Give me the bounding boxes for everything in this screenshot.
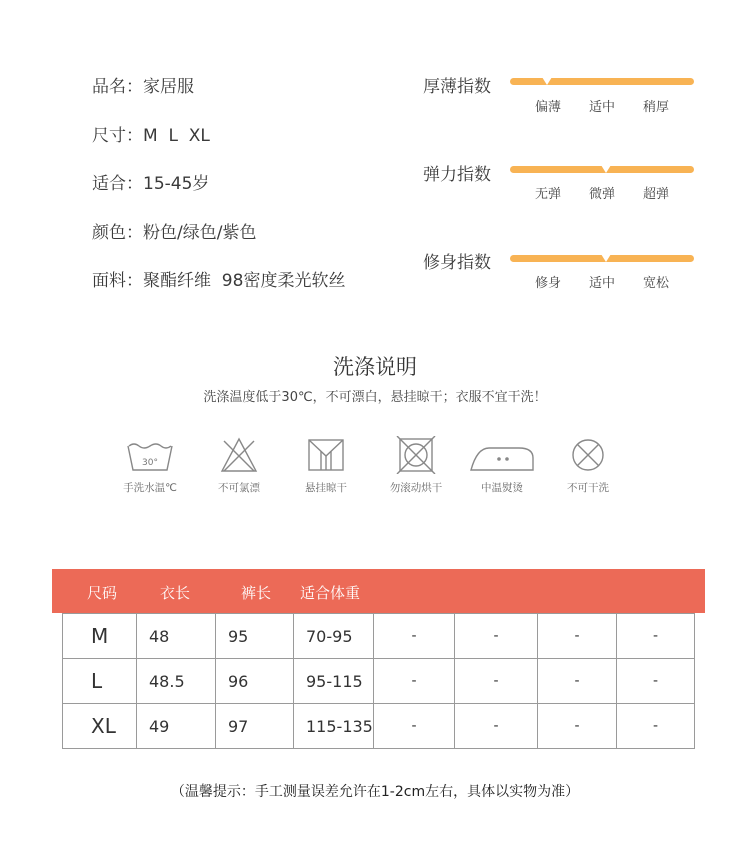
product-color: 颜色：粉色/绿色/紫色	[92, 223, 257, 243]
table-cell: 70-95	[294, 614, 374, 659]
table-cell: 97	[216, 704, 294, 749]
hand-wash-temp: 30°	[142, 458, 158, 468]
product-age: 适合：15-45岁	[92, 174, 210, 194]
table-cell: L	[63, 659, 137, 704]
thickness-index-bar	[510, 78, 694, 85]
size-table	[62, 613, 695, 749]
care-label: 勿滚动烘干	[389, 482, 443, 494]
table-cell: -	[538, 614, 617, 659]
table-cell: 95	[216, 614, 294, 659]
fit-index-marker	[601, 254, 611, 262]
table-cell: -	[455, 704, 538, 749]
thickness-index-marker	[542, 77, 552, 85]
elasticity-index-marker	[601, 165, 611, 173]
thickness-tick-3: 稍厚	[642, 100, 669, 115]
product-name: 品名：家居服	[92, 77, 194, 97]
care-label: 不可氯漂	[218, 482, 260, 494]
header-size: 尺码	[87, 584, 118, 602]
care-item-no-tumble-dry	[376, 436, 456, 495]
care-item-hand-wash	[110, 436, 190, 495]
table-cell: -	[374, 614, 455, 659]
care-item-no-dry-clean	[548, 436, 628, 495]
measurement-note: （温馨提示：手工测量误差允许在1-2cm左右，具体以实物为准）	[170, 784, 580, 800]
elasticity-tick-1: 无弹	[534, 187, 561, 202]
header-pants-length: 裤长	[241, 584, 272, 602]
wash-subtitle: 洗涤温度低于30℃，不可漂白，悬挂晾干；衣服不宜干洗！	[203, 390, 547, 405]
table-cell: -	[538, 704, 617, 749]
header-top-length: 衣长	[160, 584, 191, 602]
care-label: 悬挂晾干	[305, 482, 347, 494]
elasticity-index-label: 弹力指数	[423, 165, 491, 185]
no-bleach-icon	[212, 436, 266, 474]
header-weight: 适合体重	[300, 584, 361, 602]
table-cell: 115-135	[294, 704, 374, 749]
size-table-header	[52, 569, 705, 613]
table-cell: 48	[137, 614, 216, 659]
thickness-index-label: 厚薄指数	[423, 77, 491, 97]
table-row	[63, 614, 695, 659]
table-cell: -	[374, 704, 455, 749]
no-dry-clean-icon	[561, 436, 615, 474]
table-cell: -	[455, 659, 538, 704]
table-cell: XL	[63, 704, 137, 749]
thickness-tick-1: 偏薄	[534, 100, 561, 115]
table-row	[63, 704, 695, 749]
table-cell: 95-115	[294, 659, 374, 704]
fit-tick-1: 修身	[534, 276, 561, 291]
care-label: 手洗水温℃	[123, 482, 177, 494]
thickness-tick-2: 适中	[588, 100, 615, 115]
care-label: 中温熨烫	[481, 482, 523, 494]
wash-title: 洗涤说明	[333, 355, 417, 379]
table-cell: -	[617, 659, 695, 704]
table-cell: -	[617, 704, 695, 749]
fit-index-label: 修身指数	[423, 253, 491, 273]
care-label: 不可干洗	[567, 482, 609, 494]
care-item-hang-dry	[286, 436, 366, 495]
elasticity-tick-3: 超弹	[642, 187, 669, 202]
table-row	[63, 659, 695, 704]
product-fabric: 面料：聚酯纤维 98密度柔光软丝	[92, 271, 346, 291]
care-item-no-bleach	[199, 436, 279, 495]
product-size: 尺寸：M L XL	[92, 126, 210, 146]
fit-tick-2: 适中	[588, 276, 615, 291]
table-cell: 48.5	[137, 659, 216, 704]
no-tumble-dry-icon	[389, 436, 443, 474]
iron-medium-icon	[467, 436, 537, 474]
fit-tick-3: 宽松	[642, 276, 669, 291]
table-cell: -	[455, 614, 538, 659]
table-cell: M	[63, 614, 137, 659]
hang-dry-icon	[299, 436, 353, 474]
table-cell: -	[538, 659, 617, 704]
table-cell: 49	[137, 704, 216, 749]
table-cell: -	[374, 659, 455, 704]
care-item-iron-medium	[462, 436, 542, 495]
table-cell: 96	[216, 659, 294, 704]
elasticity-tick-2: 微弹	[588, 187, 615, 202]
hand-wash-icon	[123, 436, 177, 474]
table-cell: -	[617, 614, 695, 659]
